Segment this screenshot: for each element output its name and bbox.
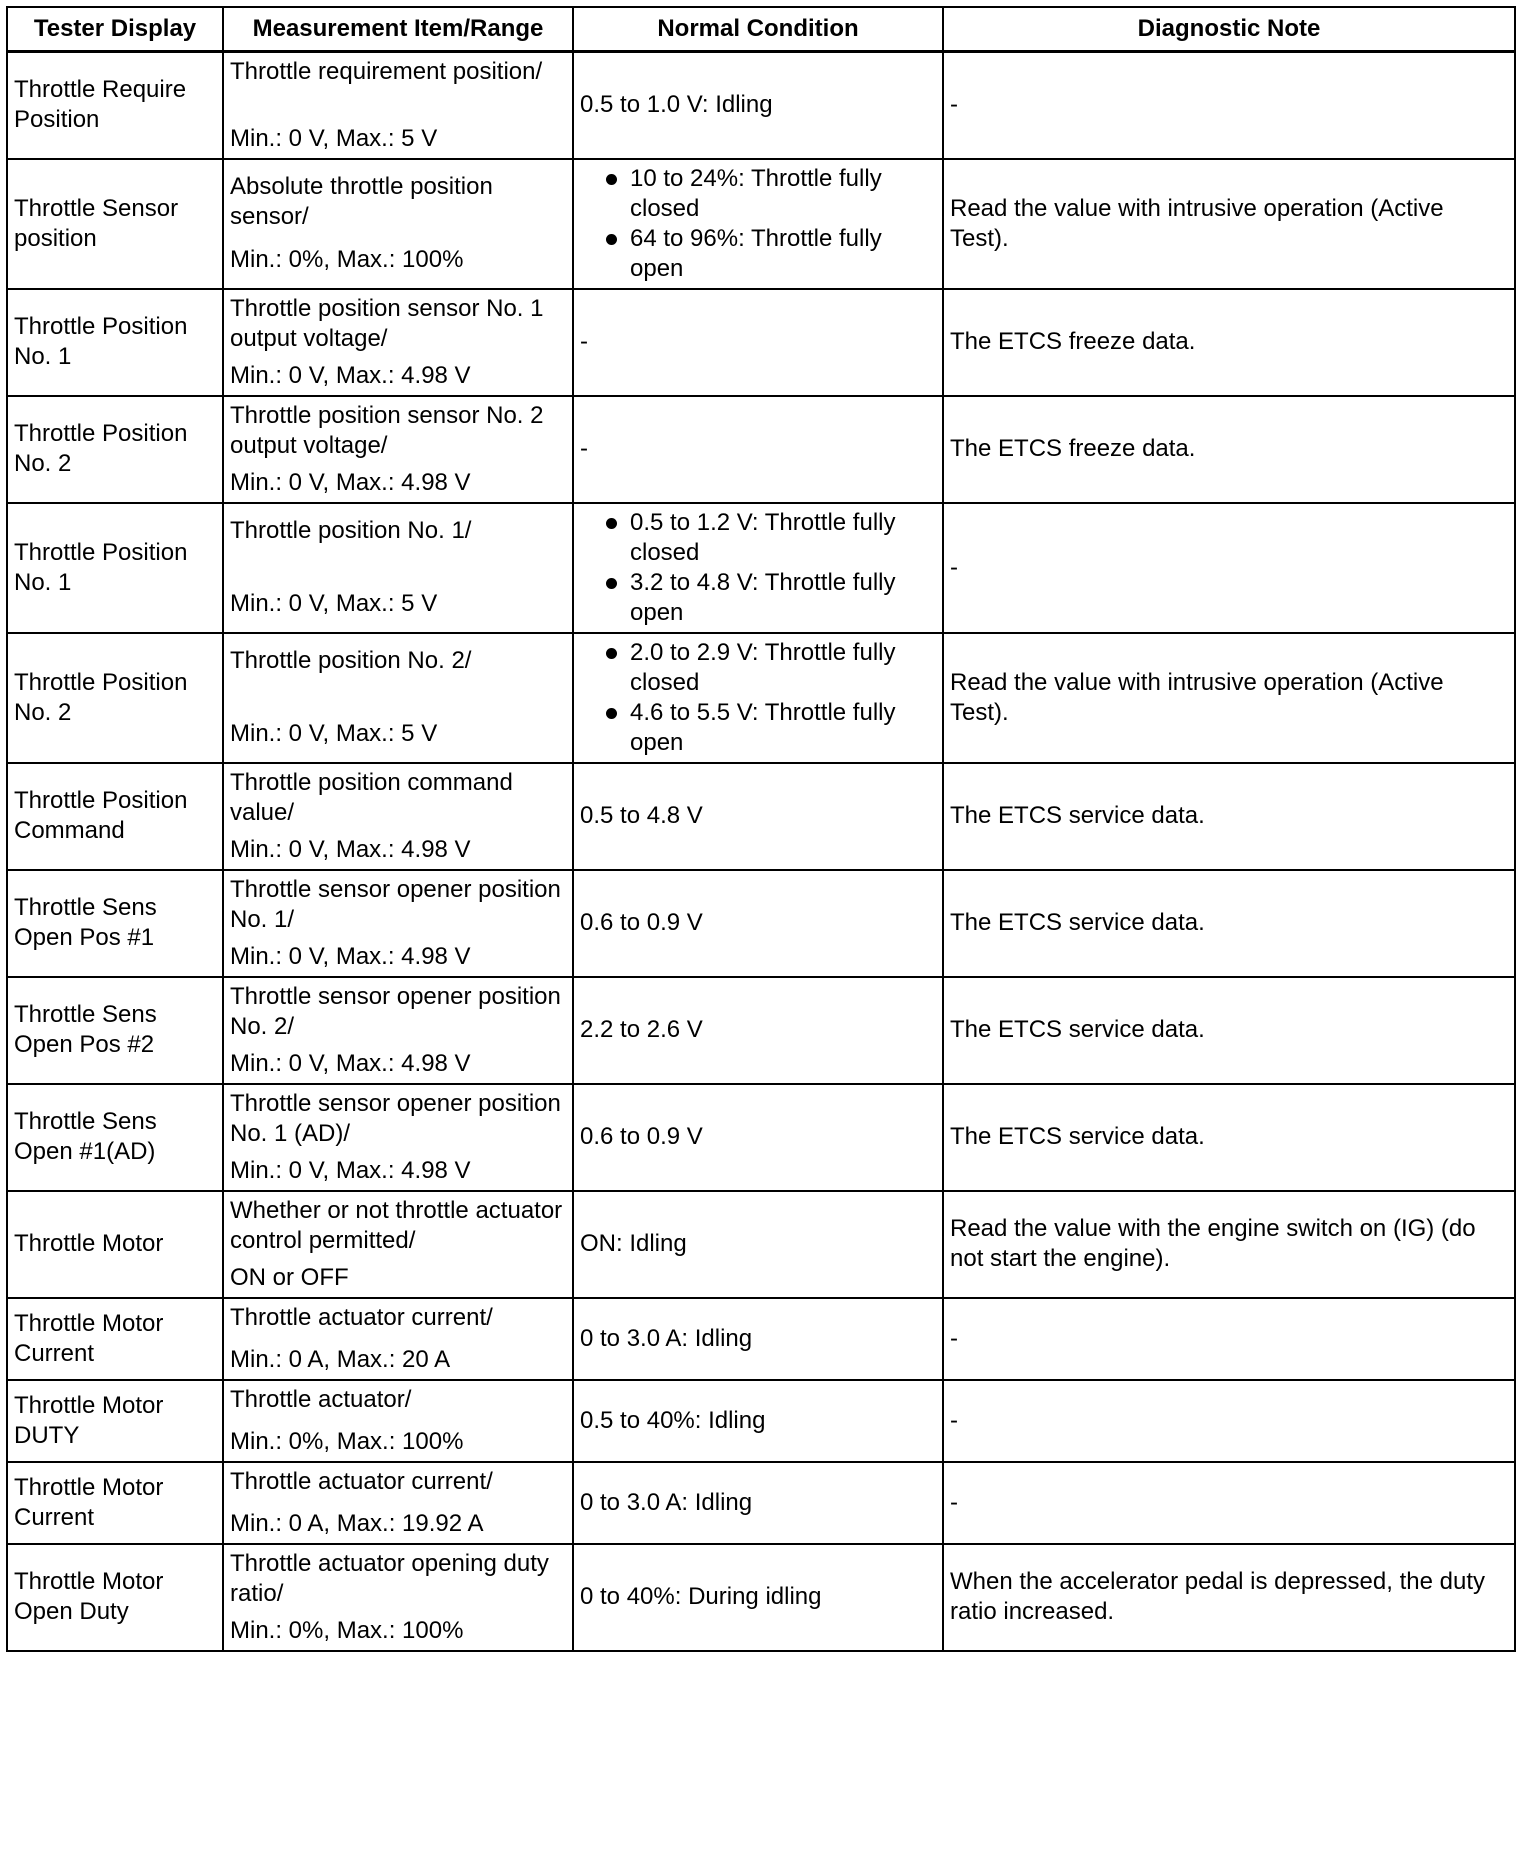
measurement-item-wrap: [230, 1303, 566, 1375]
tester-display-cell: Throttle Motor Current: [7, 1298, 223, 1380]
normal-condition-cell: 0.6 to 0.9 V: [573, 1084, 943, 1191]
normal-condition-cell: 0.5 to 40%: Idling: [573, 1380, 943, 1462]
measurement-item-text: Throttle position No. 2/: [230, 647, 472, 674]
diagnostic-note-cell: -: [943, 1462, 1515, 1544]
tester-display-cell: Throttle Position No. 1: [7, 503, 223, 633]
measurement-item-wrap: [230, 57, 566, 154]
table-row: [7, 1298, 1515, 1380]
header-measurement-item: Measurement Item/Range: [223, 7, 573, 52]
normal-condition-bullet: 10 to 24%: Throttle fully closed: [580, 164, 936, 224]
measurement-item-cell: [223, 159, 573, 289]
measurement-item-text: Whether or not throttle actuator control permitted/: [230, 1196, 563, 1254]
table-row: [7, 870, 1515, 977]
diagnostic-note-cell: -: [943, 1380, 1515, 1462]
measurement-item-cell: [223, 289, 573, 396]
normal-condition-bullet: 2.0 to 2.9 V: Throttle fully closed: [580, 638, 936, 698]
tester-display-cell: Throttle Motor: [7, 1191, 223, 1298]
measurement-range-text: Min.: 0 A, Max.: 19.92 A: [230, 1509, 484, 1537]
diagnostic-note-cell: The ETCS service data.: [943, 763, 1515, 870]
measurement-range-text: Min.: 0 V, Max.: 4.98 V: [230, 835, 471, 863]
measurement-range-text: Min.: 0 V, Max.: 4.98 V: [230, 361, 471, 389]
normal-condition-cell: 0.5 to 1.0 V: Idling: [573, 52, 943, 159]
table-header: [7, 7, 1515, 52]
measurement-range-text: ON or OFF: [230, 1263, 349, 1291]
measurement-item-cell: [223, 503, 573, 633]
measurement-item-text: Throttle actuator current/: [230, 1303, 493, 1331]
measurement-item-cell: [223, 1298, 573, 1380]
data-list-sheet: [6, 6, 1514, 1652]
header-normal-condition: Normal Condition: [573, 7, 943, 52]
normal-condition-list: [580, 508, 936, 628]
measurement-item-text: Throttle actuator current/: [230, 1467, 493, 1495]
normal-condition-cell: 0.5 to 4.8 V: [573, 763, 943, 870]
tester-display-cell: Throttle Position No. 2: [7, 396, 223, 503]
measurement-item-text: Throttle requirement position/: [230, 57, 543, 85]
header-diagnostic-note: Diagnostic Note: [943, 7, 1515, 52]
diagnostic-note-cell: Read the value with intrusive operation (Active Test).: [943, 633, 1515, 763]
normal-condition-cell: 2.2 to 2.6 V: [573, 977, 943, 1084]
measurement-item-wrap: [230, 982, 566, 1079]
measurement-item-cell: [223, 977, 573, 1084]
diagnostic-note-cell: Read the value with intrusive operation (Active Test).: [943, 159, 1515, 289]
tester-display-cell: Throttle Motor Open Duty: [7, 1544, 223, 1651]
measurement-item-wrap: [230, 1196, 566, 1293]
measurement-item-wrap: [230, 646, 566, 749]
table-row: [7, 1462, 1515, 1544]
normal-condition-cell: 0.6 to 0.9 V: [573, 870, 943, 977]
normal-condition-cell: 0 to 3.0 A: Idling: [573, 1462, 943, 1544]
measurement-item-cell: [223, 1462, 573, 1544]
measurement-range-text: Min.: 0 V, Max.: 5 V: [230, 590, 438, 617]
data-list-table: [6, 6, 1516, 1652]
normal-condition-cell: 0 to 40%: During idling: [573, 1544, 943, 1651]
tester-display-cell: Throttle Require Position: [7, 52, 223, 159]
measurement-item-wrap: [230, 401, 566, 498]
measurement-item-wrap: [230, 516, 566, 619]
tester-display-cell: Throttle Sensor position: [7, 159, 223, 289]
measurement-range-text: Min.: 0 V, Max.: 4.98 V: [230, 1049, 471, 1077]
tester-display-cell: Throttle Position No. 1: [7, 289, 223, 396]
tester-display-cell: Throttle Motor Current: [7, 1462, 223, 1544]
measurement-item-wrap: [230, 768, 566, 865]
normal-condition-bullet: 3.2 to 4.8 V: Throttle fully open: [580, 568, 936, 628]
table-row: [7, 159, 1515, 289]
normal-condition-cell: -: [573, 289, 943, 396]
measurement-item-wrap: [230, 1089, 566, 1186]
table-row: [7, 289, 1515, 396]
measurement-item-text: Throttle sensor opener position No. 1/: [230, 875, 561, 933]
measurement-range-text: Min.: 0%, Max.: 100%: [230, 1427, 464, 1455]
table-row: [7, 396, 1515, 503]
normal-condition-cell: 0 to 3.0 A: Idling: [573, 1298, 943, 1380]
measurement-item-cell: [223, 870, 573, 977]
diagnostic-note-cell: The ETCS freeze data.: [943, 396, 1515, 503]
tester-display-cell: Throttle Motor DUTY: [7, 1380, 223, 1462]
measurement-item-text: Throttle actuator/: [230, 1385, 412, 1413]
measurement-item-wrap: [230, 172, 566, 275]
measurement-item-cell: [223, 1084, 573, 1191]
tester-display-cell: Throttle Position No. 2: [7, 633, 223, 763]
measurement-item-text: Absolute throttle position sensor/: [230, 173, 493, 230]
measurement-item-wrap: [230, 1549, 566, 1646]
diagnostic-note-cell: Read the value with the engine switch on (IG) (do not start the engine).: [943, 1191, 1515, 1298]
diagnostic-note-cell: -: [943, 1298, 1515, 1380]
measurement-item-text: Throttle actuator opening duty ratio/: [230, 1549, 549, 1607]
measurement-item-text: Throttle position sensor No. 1 output voltage/: [230, 294, 544, 352]
header-row: [7, 7, 1515, 52]
tester-display-cell: Throttle Sens Open Pos #1: [7, 870, 223, 977]
table-row: [7, 1084, 1515, 1191]
measurement-range-text: Min.: 0 V, Max.: 5 V: [230, 720, 438, 747]
tester-display-cell: Throttle Position Command: [7, 763, 223, 870]
normal-condition-cell: -: [573, 396, 943, 503]
measurement-range-text: Min.: 0 V, Max.: 5 V: [230, 124, 438, 152]
table-row: [7, 52, 1515, 159]
measurement-item-cell: [223, 1380, 573, 1462]
normal-condition-bullet: 0.5 to 1.2 V: Throttle fully closed: [580, 508, 936, 568]
normal-condition-cell: [573, 159, 943, 289]
measurement-item-wrap: [230, 1385, 566, 1457]
table-row: [7, 1544, 1515, 1651]
table-row: [7, 977, 1515, 1084]
normal-condition-bullet: 64 to 96%: Throttle fully open: [580, 224, 936, 284]
measurement-item-cell: [223, 633, 573, 763]
diagnostic-note-cell: -: [943, 52, 1515, 159]
measurement-item-wrap: [230, 294, 566, 391]
measurement-item-wrap: [230, 1467, 566, 1539]
measurement-item-text: Throttle sensor opener position No. 1 (AD)/: [230, 1089, 561, 1147]
measurement-range-text: Min.: 0 V, Max.: 4.98 V: [230, 942, 471, 970]
measurement-item-text: Throttle position sensor No. 2 output voltage/: [230, 401, 544, 459]
table-body: [7, 52, 1515, 1651]
table-row: [7, 503, 1515, 633]
measurement-item-cell: [223, 1544, 573, 1651]
tester-display-cell: Throttle Sens Open Pos #2: [7, 977, 223, 1084]
normal-condition-bullet: 4.6 to 5.5 V: Throttle fully open: [580, 698, 936, 758]
table-row: [7, 1191, 1515, 1298]
diagnostic-note-cell: -: [943, 503, 1515, 633]
diagnostic-note-cell: The ETCS service data.: [943, 977, 1515, 1084]
tester-display-cell: Throttle Sens Open #1(AD): [7, 1084, 223, 1191]
measurement-item-text: Throttle position command value/: [230, 768, 513, 826]
measurement-item-cell: [223, 396, 573, 503]
table-row: [7, 633, 1515, 763]
table-row: [7, 763, 1515, 870]
measurement-range-text: Min.: 0 A, Max.: 20 A: [230, 1345, 451, 1373]
normal-condition-cell: ON: Idling: [573, 1191, 943, 1298]
diagnostic-note-cell: The ETCS service data.: [943, 870, 1515, 977]
measurement-range-text: Min.: 0 V, Max.: 4.98 V: [230, 1156, 471, 1184]
normal-condition-cell: [573, 633, 943, 763]
measurement-item-cell: [223, 763, 573, 870]
measurement-item-cell: [223, 52, 573, 159]
measurement-item-cell: [223, 1191, 573, 1298]
diagnostic-note-cell: The ETCS freeze data.: [943, 289, 1515, 396]
measurement-range-text: Min.: 0%, Max.: 100%: [230, 1616, 464, 1644]
diagnostic-note-cell: The ETCS service data.: [943, 1084, 1515, 1191]
measurement-item-text: Throttle position No. 1/: [230, 517, 472, 544]
measurement-range-text: Min.: 0 V, Max.: 4.98 V: [230, 468, 471, 496]
header-tester-display: Tester Display: [7, 7, 223, 52]
normal-condition-list: [580, 164, 936, 284]
diagnostic-note-cell: When the accelerator pedal is depressed, the duty ratio increased.: [943, 1544, 1515, 1651]
normal-condition-list: [580, 638, 936, 758]
normal-condition-cell: [573, 503, 943, 633]
measurement-range-text: Min.: 0%, Max.: 100%: [230, 246, 464, 273]
table-row: [7, 1380, 1515, 1462]
measurement-item-text: Throttle sensor opener position No. 2/: [230, 982, 561, 1040]
measurement-item-wrap: [230, 875, 566, 972]
